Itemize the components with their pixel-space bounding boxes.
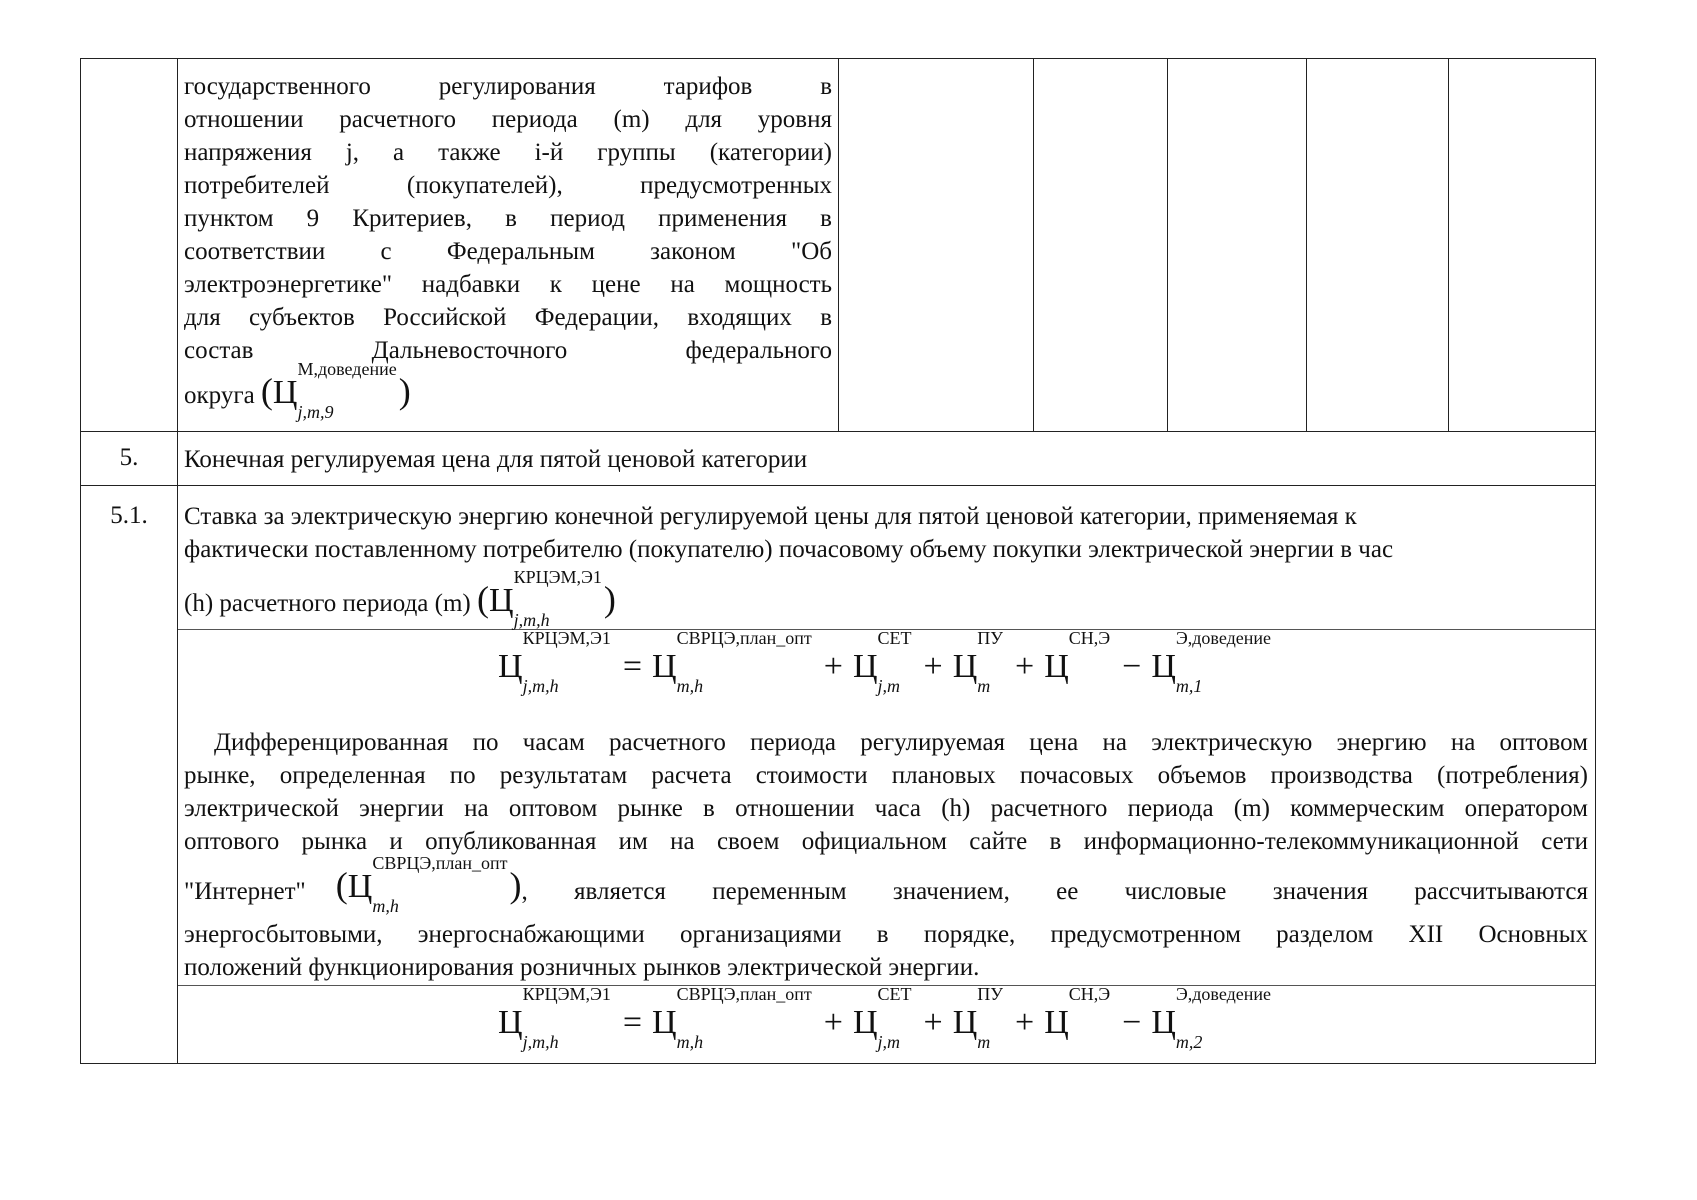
text-fragment: округа — [184, 382, 255, 409]
text-line: потребителей (покупателей), предусмотренных — [184, 172, 832, 199]
table-left-border — [80, 58, 81, 1064]
symbol-superscript: ПУ — [977, 628, 1003, 648]
plus-sign: + — [823, 1004, 843, 1041]
symbol-superscript: СВРЦЭ,план_опт — [676, 984, 812, 1004]
symbol-subscript: m,2 — [1175, 1032, 1203, 1052]
text-line: электроэнергетике" надбавки к цене на мощность — [184, 271, 832, 298]
paragraph-internet-line — [184, 853, 1588, 916]
formula-term-2 — [852, 984, 914, 1052]
symbol-superscript: СН,Э — [1068, 628, 1111, 648]
column-border-5 — [1167, 58, 1168, 432]
plus-sign: + — [1015, 1004, 1035, 1041]
symbol-superscript: Э,доведение — [1175, 628, 1271, 648]
text-line: Дифференцированная по часам расчетного периода регулируемая цена на электрическую энергию на оптовом — [214, 729, 1588, 756]
minus-sign: − — [1122, 1004, 1142, 1041]
open-paren: ( — [335, 865, 348, 905]
symbol-superscript: СЕТ — [877, 628, 912, 648]
symbol-base: Ц — [1044, 1004, 1069, 1041]
text-line: Ставка за электрическую энергию конечной регулируемой цены для пятой ценовой категории, применяемая к — [184, 503, 1357, 530]
symbol-base: Ц — [852, 1004, 878, 1041]
text-line: состав Дальневосточного федерального — [184, 337, 832, 364]
symbol-base: Ц — [498, 648, 523, 685]
formula-lhs — [498, 628, 613, 696]
symbol-base: Ц — [489, 582, 514, 619]
top-row-last-line — [184, 359, 411, 422]
paragraph-tail — [184, 918, 1588, 984]
symbol-scripts — [1175, 628, 1273, 696]
formula-term-5 — [1151, 984, 1273, 1052]
symbol-scripts — [372, 853, 509, 916]
column-border-4 — [1033, 58, 1034, 432]
text-line: пунктом 9 Критериев, в период применения в — [184, 205, 832, 232]
symbol-base: Ц — [652, 1004, 677, 1041]
symbol-subscript: m — [977, 1032, 991, 1052]
symbol-scripts — [297, 359, 398, 422]
formula-term-2 — [852, 628, 914, 696]
text-line: отношении расчетного периода (m) для уровня — [184, 106, 832, 133]
symbol-subscript: j,m — [877, 676, 900, 696]
table-right-border — [1595, 58, 1596, 1064]
text-line: фактически поставленному потребителю (покупателю) почасовому объему покупки электрической энергии в час — [184, 536, 1394, 563]
symbol-subscript: m,h — [372, 896, 399, 916]
plus-sign: + — [923, 1004, 943, 1041]
formula-term-3 — [952, 628, 1005, 696]
formula-term-4 — [1044, 628, 1112, 688]
text-line: оптового рынка и опубликованная им на своем официальном сайте в информационно-телекоммуникационной сети — [184, 828, 1588, 855]
symbol-subscript: j,m,h — [513, 610, 550, 630]
formula-lhs — [498, 984, 613, 1052]
formula-term-4 — [1044, 984, 1112, 1044]
text-line: положений функционирования розничных рынков электрической энергии. — [184, 954, 980, 981]
symbol-superscript: СВРЦЭ,план_опт — [676, 628, 812, 648]
plus-sign: + — [923, 648, 943, 685]
symbol-superscript: М,доведение — [297, 359, 397, 379]
symbol-scripts — [977, 984, 1005, 1052]
symbol-scripts — [1068, 628, 1112, 688]
internet-symbol-group — [335, 853, 522, 916]
close-paren: ) — [603, 579, 616, 619]
symbol-scripts — [877, 984, 914, 1052]
symbol-subscript: j,m,h — [522, 1032, 559, 1052]
text-fragment: , является переменным значением, ее числовые значения рассчитываются — [521, 878, 1588, 905]
symbol-base: Ц — [852, 648, 878, 685]
equals-sign: = — [622, 648, 643, 685]
table-bottom-border — [80, 1063, 1596, 1064]
row-number-5: 5. — [119, 444, 139, 471]
text-line: для субъектов Российской Федерации, входящих в — [184, 304, 832, 331]
symbol-base: Ц — [1044, 648, 1069, 685]
math-symbol — [347, 853, 510, 916]
symbol-subscript: m,h — [676, 1032, 704, 1052]
text-fragment: "Интернет" — [184, 878, 306, 905]
formula-2 — [498, 984, 1273, 1052]
symbol-subscript: m — [977, 676, 991, 696]
math-symbol — [272, 359, 399, 422]
text-line: рынке, определенная по результатам расчета стоимости плановых почасовых объемов производства (потребления) — [184, 762, 1588, 789]
number-column-border — [177, 58, 178, 1064]
symbol-base: Ц — [1151, 648, 1176, 685]
symbol-superscript: СВРЦЭ,план_опт — [372, 853, 508, 873]
plus-sign: + — [823, 648, 843, 685]
symbol-scripts — [513, 567, 604, 630]
text-line: напряжения j, а также i-й группы (категории) — [184, 139, 832, 166]
row-51-description — [184, 500, 1588, 566]
symbol-superscript: КРЦЭМ,Э1 — [513, 567, 602, 587]
equals-sign: = — [622, 1004, 643, 1041]
symbol-base: Ц — [652, 648, 677, 685]
column-border-3 — [838, 58, 839, 432]
text-fragment: (h) расчетного периода (m) — [184, 590, 471, 617]
symbol-base: Ц — [347, 868, 373, 905]
symbol-scripts — [676, 984, 814, 1052]
symbol-scripts — [522, 984, 613, 1052]
top-row-description — [184, 70, 832, 367]
symbol-base: Ц — [952, 648, 978, 685]
symbol-superscript: СН,Э — [1068, 984, 1111, 1004]
row-number-51: 5.1. — [110, 502, 148, 529]
open-paren: ( — [260, 371, 273, 411]
symbol-superscript: КРЦЭМ,Э1 — [522, 984, 611, 1004]
symbol-subscript: j,m — [877, 1032, 900, 1052]
column-border-6 — [1306, 58, 1307, 432]
formula-1 — [498, 628, 1273, 696]
symbol-scripts — [877, 628, 914, 696]
symbol-superscript: ПУ — [977, 984, 1003, 1004]
text-line: электрической энергии на оптовом рынке в отношении часа (h) расчетного периода (m) коммерческим оператором — [184, 795, 1588, 822]
text-line: энергосбытовыми, энергоснабжающими организациями в порядке, предусмотренном разделом XII Основных — [184, 921, 1588, 948]
symbol-superscript: СЕТ — [877, 984, 912, 1004]
symbol-scripts — [1175, 984, 1273, 1052]
open-paren: ( — [477, 579, 489, 619]
symbol-subscript: m,1 — [1175, 676, 1203, 696]
symbol-scripts — [522, 628, 613, 696]
symbol-subscript: j,m,9 — [297, 402, 334, 422]
symbol-base: Ц — [272, 374, 298, 411]
symbol-base: Ц — [498, 1004, 523, 1041]
symbol-superscript: КРЦЭМ,Э1 — [522, 628, 611, 648]
minus-sign: − — [1122, 648, 1142, 685]
math-symbol — [489, 567, 604, 630]
text-line: соответствии с Федеральным законом "Об — [184, 238, 832, 265]
explanation-paragraph — [184, 726, 1588, 858]
column-border-7 — [1448, 58, 1449, 432]
symbol-subscript: m,h — [676, 676, 704, 696]
row-title-5: Конечная регулируемая цена для пятой ценовой категории — [184, 446, 808, 473]
symbol-scripts — [977, 628, 1005, 696]
close-paren: ) — [509, 865, 522, 905]
symbol-scripts — [1068, 984, 1112, 1044]
formula-term-5 — [1151, 628, 1273, 696]
symbol-scripts — [676, 628, 814, 696]
row-51-last-line — [184, 567, 616, 630]
symbol-subscript: j,m,h — [522, 676, 559, 696]
formula-term-3 — [952, 984, 1005, 1052]
text-line: государственного регулирования тарифов в — [184, 73, 832, 100]
symbol-base: Ц — [952, 1004, 978, 1041]
row-border-51 — [80, 485, 1596, 486]
formula-term-1 — [652, 984, 814, 1052]
plus-sign: + — [1015, 648, 1035, 685]
symbol-base: Ц — [1151, 1004, 1176, 1041]
symbol-superscript: Э,доведение — [1175, 984, 1271, 1004]
close-paren: ) — [398, 371, 411, 411]
formula-term-1 — [652, 628, 814, 696]
